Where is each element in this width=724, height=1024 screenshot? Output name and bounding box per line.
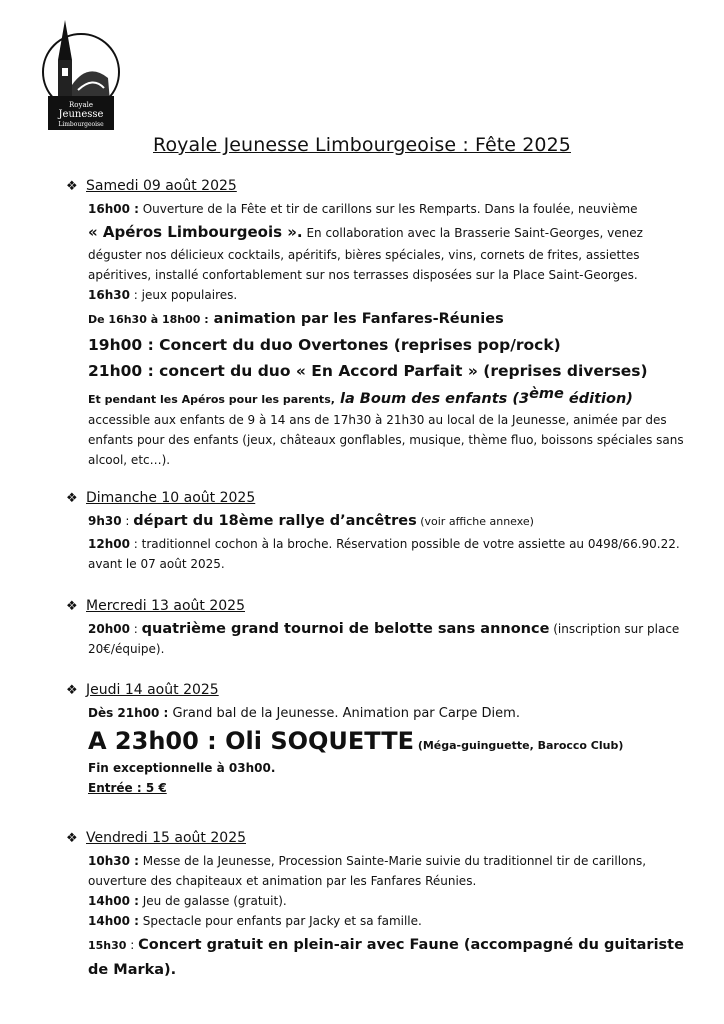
paragraph (88, 534, 686, 574)
paragraph: accessible aux enfants de 9 à 14 ans de 17h30 à 21h30 au local de la Jeunesse, animée par des enfants pour des enfants (jeux, châteaux gonflables, musique, thème fluo, boissons spéciales sans alcool, etc…). (88, 413, 684, 467)
section-heading (66, 488, 686, 509)
time: 20h00 (88, 622, 130, 636)
text: Ouverture de la Fête et tir de carillons sur les Remparts. Dans la foulée, neuvième (138, 202, 638, 216)
heading-text: Mercredi 13 août 2025 (86, 598, 245, 614)
diamond-bullet-icon: ❖ (66, 491, 78, 506)
sup: ème (529, 386, 564, 402)
text: (voir affiche annexe) (416, 515, 534, 528)
text: (Méga-guinguette, Barocco Club) (414, 739, 624, 752)
logo (38, 10, 124, 134)
text: Grand bal de la Jeunesse. Animation par Carpe Diem. (168, 706, 520, 721)
price: Entrée : 5 € (88, 781, 167, 795)
paragraph (88, 384, 686, 410)
castle-logo-icon (38, 10, 124, 134)
paragraph (88, 851, 686, 891)
time: 10h30 : (88, 854, 139, 868)
text: Concert gratuit en plein-air avec Faune (accompagné du guitariste de Marka). (88, 937, 684, 978)
text: Spectacle pour enfants par Jacky et sa famille. (138, 914, 422, 928)
diamond-bullet-icon: ❖ (66, 179, 78, 194)
paragraph (88, 309, 686, 330)
sep: : (126, 938, 139, 952)
heading-text: Dimanche 10 août 2025 (86, 490, 256, 506)
paragraph (88, 199, 686, 285)
time: 16h00 : (88, 202, 139, 216)
diamond-bullet-icon: ❖ (66, 683, 78, 698)
time: 9h30 (88, 514, 122, 528)
headline: A 23h00 : Oli SOQUETTE (88, 727, 414, 755)
paragraph: Fin exceptionnelle à 03h00. (88, 761, 276, 775)
logo-text-2: Jeunesse (58, 109, 104, 120)
highlight: « Apéros Limbourgeois ». (88, 223, 303, 241)
text: Jeu de galasse (gratuit). (138, 894, 287, 908)
paragraph (88, 619, 686, 659)
time: Dès 21h00 : (88, 706, 169, 720)
paragraph (88, 511, 686, 532)
text: départ du 18ème rallye d’ancêtres (133, 513, 417, 529)
paragraph (88, 933, 686, 982)
text: : jeux populaires. (129, 288, 238, 302)
concert-line: 21h00 : concert du duo « En Accord Parfait » (reprises diverses) (88, 362, 648, 380)
diamond-bullet-icon: ❖ (66, 599, 78, 614)
time: 15h30 (88, 939, 127, 952)
text: : traditionnel cochon à la broche. Réservation possible de votre assiette au 0498/66.90.22. avant le 07 août 2025. (88, 537, 680, 571)
paragraph (88, 285, 686, 305)
time: 14h00 : (88, 894, 139, 908)
paragraph (88, 891, 686, 911)
heading-text: Jeudi 14 août 2025 (86, 682, 219, 698)
time: 14h00 : (88, 914, 139, 928)
time: 12h00 (88, 537, 130, 551)
section-heading (66, 596, 686, 617)
text: En collaboration avec la Brasserie Saint-Georges, venez déguster nos délicieux cocktails, apéritifs, bières spéciales, vins, cornets de frites, assiettes apéritives, installé confortablement sur nos terrasses disposées sur la Place Saint-Georges. (88, 226, 643, 282)
paragraph (88, 724, 686, 758)
section-heading (66, 828, 686, 849)
text: animation par les Fanfares-Réunies (208, 311, 504, 327)
section-vendredi (66, 828, 686, 982)
sep: : (121, 514, 134, 528)
paragraph (88, 911, 686, 931)
heading-text: Vendredi 15 août 2025 (86, 830, 247, 846)
section-dimanche (66, 488, 686, 574)
logo-text-3: Limbourgeoise (58, 121, 104, 128)
heading-text: Samedi 09 août 2025 (86, 178, 237, 194)
text: (inscription sur place 20€/équipe). (88, 622, 680, 656)
text: édition) (563, 391, 633, 407)
section-mercredi (66, 596, 686, 659)
text: quatrième grand tournoi de belotte sans annonce (141, 621, 550, 637)
logo-text-1: Royale (69, 101, 93, 109)
text: Messe de la Jeunesse, Procession Sainte-Marie suivie du traditionnel tir de carillons, ouverture des chapiteaux et animation par les Fanfares Réunies. (88, 854, 647, 888)
section-heading (66, 176, 686, 197)
section-heading (66, 680, 686, 701)
sep: : (129, 622, 142, 636)
text: la Boum des enfants (3 (334, 391, 530, 407)
time: 16h30 (88, 288, 130, 302)
section-jeudi (66, 680, 686, 798)
text: Et pendant les Apéros pour les parents, (88, 393, 335, 406)
section-samedi (66, 176, 686, 470)
time: De 16h30 à 18h00 : (88, 313, 209, 326)
concert-line: 19h00 : Concert du duo Overtones (reprises pop/rock) (88, 336, 561, 354)
diamond-bullet-icon: ❖ (66, 831, 78, 846)
paragraph (88, 703, 686, 724)
page-title: Royale Jeunesse Limbourgeoise : Fête 2025 (153, 134, 571, 156)
